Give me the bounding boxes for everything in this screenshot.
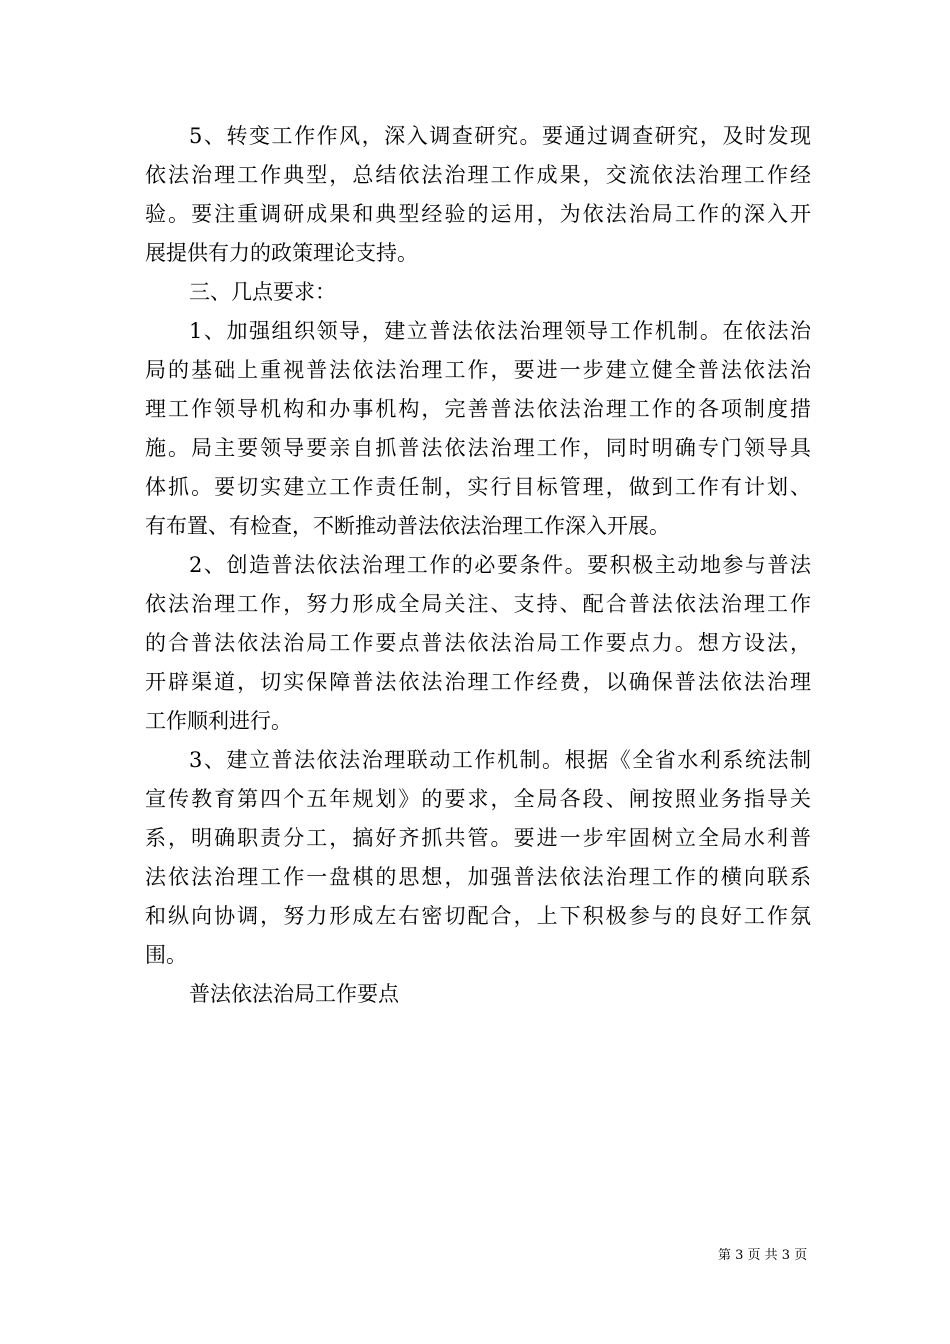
text-line: 5、转变工作作风，深入调查研究。要通过调查研究，及时发现 (189, 124, 811, 148)
text-line: 依法治理工作，努力形成全局关注、支持、配合普法依法治理工作 (145, 592, 811, 616)
text-line: 三、几点要求： (189, 280, 336, 304)
text-line: 理工作领导机构和办事机构，完善普法依法治理工作的各项制度措 (145, 397, 811, 421)
text-line: 系，明确职责分工，搞好齐抓共管。要进一步牢固树立全局水利普 (145, 826, 811, 850)
text-line: 法依法治理工作一盘棋的思想，加强普法依法治理工作的横向联系 (145, 865, 811, 889)
text-line: 依法治理工作典型，总结依法治理工作成果，交流依法治理工作经 (145, 163, 811, 187)
text-line: 有布置、有检查，不断推动普法依法治理工作深入开展。 (145, 514, 670, 538)
text-line: 施。局主要领导要亲自抓普法依法治理工作，同时明确专门领导具 (145, 436, 811, 460)
text-line: 3、建立普法依法治理联动工作机制。根据《全省水利系统法制 (189, 748, 811, 772)
document-body (145, 117, 811, 1014)
text-line: 验。要注重调研成果和典型经验的运用，为依法治局工作的深入开 (145, 202, 811, 226)
text-line: 体抓。要切实建立工作责任制，实行目标管理，做到工作有计划、 (145, 475, 811, 499)
text-line: 工作顺利进行。 (145, 709, 292, 733)
text-line: 和纵向协调，努力形成左右密切配合，上下积极参与的良好工作氛 (145, 904, 811, 928)
text-line: 宣传教育第四个五年规划》的要求，全局各段、闸按照业务指导关 (145, 787, 811, 811)
page-number: 第 3 页 共 3 页 (718, 1248, 808, 1263)
text-line: 2、创造普法依法治理工作的必要条件。要积极主动地参与普法 (189, 553, 811, 577)
text-line: 围。 (145, 943, 187, 967)
text-line: 局的基础上重视普法依法治理工作，要进一步建立健全普法依法治 (145, 358, 811, 382)
text-line: 1、加强组织领导，建立普法依法治理领导工作机制。在依法治 (189, 319, 811, 343)
text-line: 的合普法依法治局工作要点普法依法治局工作要点力。想方设法， (145, 631, 811, 655)
text-line: 开辟渠道，切实保障普法依法治理工作经费，以确保普法依法治理 (145, 670, 811, 694)
text-line: 普法依法治局工作要点 (189, 982, 399, 1006)
text-line: 展提供有力的政策理论支持。 (145, 241, 418, 265)
